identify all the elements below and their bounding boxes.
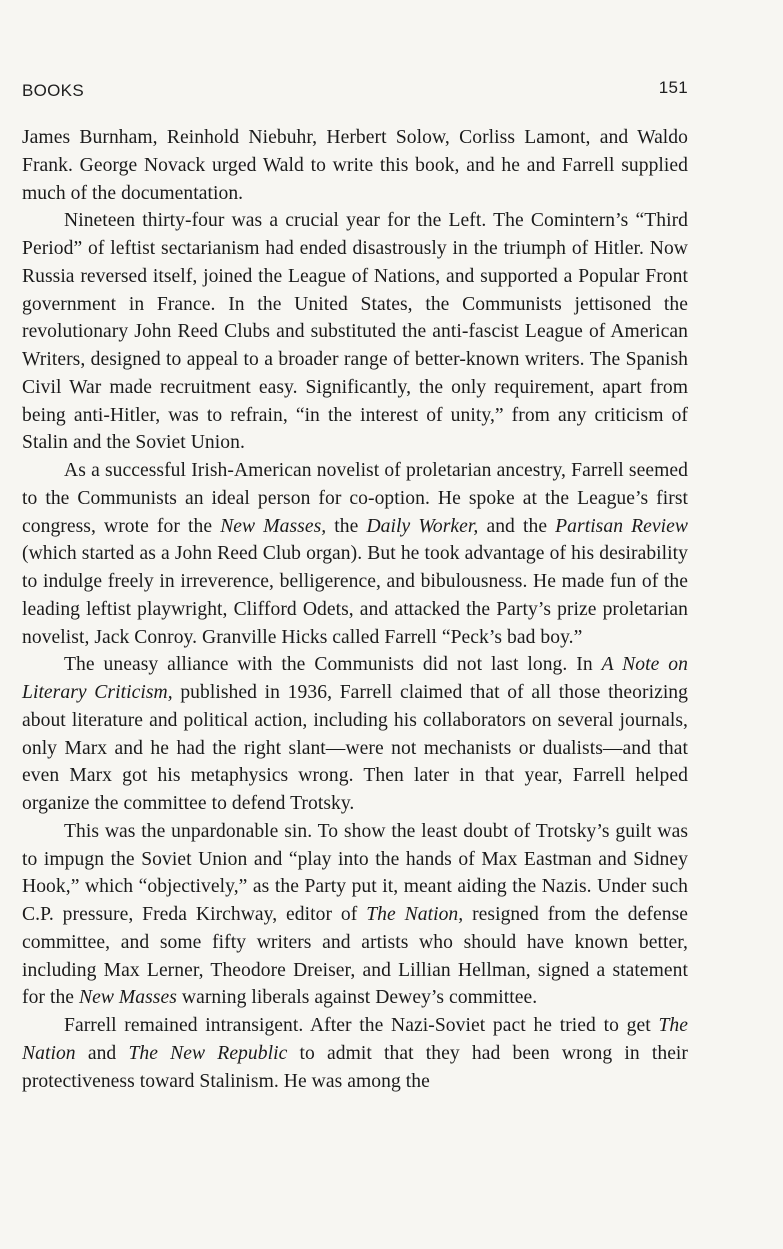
- paragraph: [22, 457, 688, 651]
- text-run: resigned from the defense committee, and some fifty writers and artists who should have known better, including Max Lerner, Theodore Dreiser, and Lillian Hellman, signed a statement for the: [22, 904, 688, 1009]
- italic-title: Partisan Review: [555, 515, 689, 537]
- text-run: published in 1936, Farrell claimed that of all those theorizing about literature and political action, including his collaborators on several journals, only Marx and he had the right slant—were not mechanists or dualists—and that even Marx got his metaphysics wrong. Then later in that year, Farrell helped organize the committee to defend Trotsky.: [22, 682, 689, 814]
- text-run: warning liberals against Dewey’s committee.: [176, 987, 538, 1009]
- text-run: the: [326, 515, 367, 537]
- body-text: [22, 124, 688, 1095]
- paragraph: [22, 1012, 688, 1095]
- italic-title: The Nation: [22, 1015, 688, 1064]
- text-run: This was the unpardonable sin. To show the least doubt of Trotsky’s guilt was to impugn the Soviet Union and “play into the hands of Max Eastman and Sidney Hook,” which “objectively,” as the Party put it, meant aiding the Nazis. Under such C.P. pressure, Freda Kirchway, editor of: [22, 820, 688, 925]
- paragraph: [22, 651, 688, 818]
- text-run: As a successful Irish-American novelist of proletarian ancestry, Farrell seemed to the Communists an ideal person for co-option. He spoke at the League’s first congress, wrote for the: [22, 460, 688, 537]
- text-run: The uneasy alliance with the Communists did not last long. In: [64, 654, 602, 676]
- paragraph: [22, 818, 688, 1012]
- running-head: [22, 78, 688, 103]
- text-run: James Burnham, Reinhold Niebuhr, Herbert Solow, Corliss Lamont, and Waldo Frank. George Novack urged Wald to write this book, and he and Farrell supplied much of the documentation.: [22, 127, 688, 204]
- text-run: Nineteen thirty-four was a crucial year for the Left. The Comintern’s “Third Period” of leftist sectarianism had ended disastrously in the triumph of Hitler. Now Russia reversed itself, joined the League of Nations, and supported a Popular Front government in France. In the United States, the Communists jettisoned the revolutionary John Reed Clubs and substituted the anti-fascist League of American Writers, designed to appeal to a broader range of better-known writers. The Spanish Civil War made recruitment easy. Significantly, the only requirement, apart from being anti-Hitler, was to refrain, “in the interest of unity,” from any criticism of Stalin and the Soviet Union.: [22, 210, 688, 454]
- section-title: BOOKS: [22, 81, 84, 100]
- page-number: 151: [658, 78, 688, 97]
- italic-title: Daily Worker,: [366, 515, 479, 537]
- text-run: and the: [478, 515, 556, 537]
- italic-title: New Masses,: [220, 515, 327, 537]
- text-run: to admit that they had been wrong in their protectiveness toward Stalinism. He was among the: [22, 1042, 689, 1092]
- paragraph: [22, 207, 688, 457]
- text-run: and: [75, 1042, 129, 1064]
- text-run: (which started as a John Reed Club organ). But he took advantage of his desirability to indulge freely in irreverence, belligerence, and bibulousness. He made fun of the leading leftist playwright, Clifford Odets, and attacked the Party’s prize proletarian novelist, Jack Conroy. Granville Hicks called Farrell “Peck’s bad boy.”: [22, 543, 688, 648]
- italic-title: The New Republic: [128, 1042, 288, 1064]
- italic-title: The Nation,: [366, 904, 464, 925]
- text-run: Farrell remained intransigent. After the Nazi-Soviet pact he tried to get: [64, 1015, 659, 1036]
- paragraph: [22, 124, 688, 207]
- italic-title: New Masses: [78, 987, 177, 1009]
- italic-title: A Note on Literary Criticism,: [22, 654, 688, 703]
